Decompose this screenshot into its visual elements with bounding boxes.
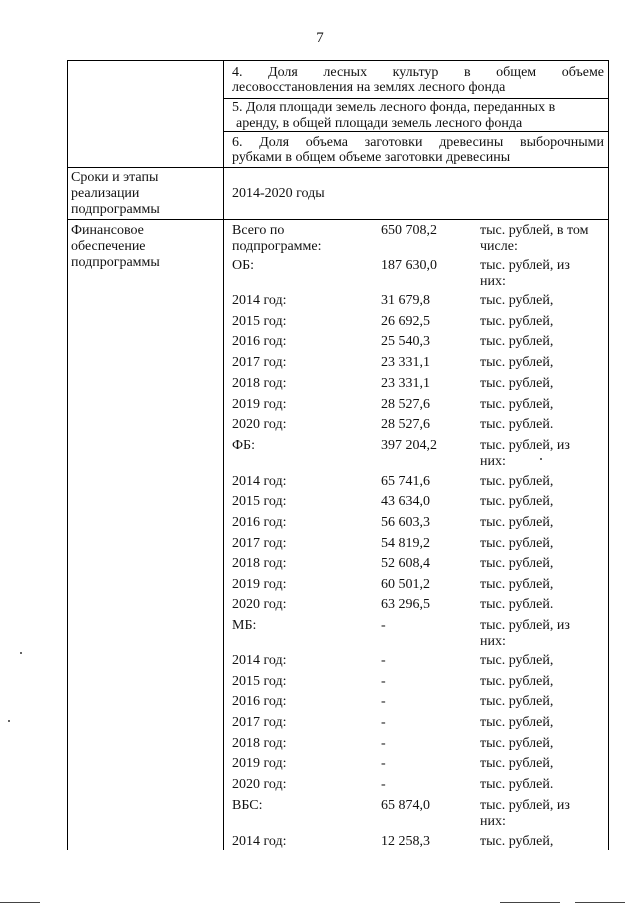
scan-edge-mark — [0, 902, 40, 903]
ob-unit-2020: тыс. рублей. — [480, 417, 554, 432]
indicator-6-line2: рубками в общем объеме заготовки древесины — [232, 150, 511, 165]
row-divider-5-6 — [223, 131, 609, 132]
financing-label-line1: Финансовое — [71, 223, 144, 238]
ob-year-2015: 2015 год: — [232, 314, 287, 329]
ob-year-2019: 2019 год: — [232, 397, 287, 412]
ob-unit-2018: тыс. рублей, — [480, 376, 554, 391]
mb-year-2017: 2017 год: — [232, 715, 287, 730]
total-unit-line2: числе: — [480, 239, 518, 254]
mb-year-2016: 2016 год: — [232, 694, 287, 709]
fb-label: ФБ: — [232, 438, 255, 453]
timing-label-line3: подпрограммы — [71, 202, 160, 217]
fb-value: 397 204,2 — [381, 438, 437, 453]
timing-value: 2014-2020 годы — [232, 186, 325, 201]
ob-label: ОБ: — [232, 258, 255, 273]
mb-value-2020: - — [381, 777, 386, 792]
mb-unit-2015: тыс. рублей, — [480, 674, 554, 689]
fb-value-2020: 63 296,5 — [381, 597, 430, 612]
mb-year-2018: 2018 год: — [232, 736, 287, 751]
row-divider-timing — [67, 167, 609, 168]
mb-unit-2019: тыс. рублей, — [480, 756, 554, 771]
ob-value-2016: 25 540,3 — [381, 334, 430, 349]
table-top-border — [67, 60, 609, 61]
scan-edge-mark — [575, 902, 625, 903]
scan-speck — [540, 458, 542, 460]
vbs-year-2014: 2014 год: — [232, 834, 287, 849]
ob-unit-2019: тыс. рублей, — [480, 397, 554, 412]
mb-year-2014: 2014 год: — [232, 653, 287, 668]
mb-value-2019: - — [381, 756, 386, 771]
mb-value-2015: - — [381, 674, 386, 689]
fb-unit-2014: тыс. рублей, — [480, 474, 554, 489]
mb-value-2018: - — [381, 736, 386, 751]
fb-year-2016: 2016 год: — [232, 515, 287, 530]
fb-unit-line1: тыс. рублей, из — [480, 438, 570, 453]
ob-value-2019: 28 527,6 — [381, 397, 430, 412]
ob-unit-line1: тыс. рублей, из — [480, 258, 570, 273]
mb-unit-2020: тыс. рублей. — [480, 777, 554, 792]
mb-unit-2018: тыс. рублей, — [480, 736, 554, 751]
fb-unit-2017: тыс. рублей, — [480, 536, 554, 551]
mb-unit-2016: тыс. рублей, — [480, 694, 554, 709]
mb-label: МБ: — [232, 618, 257, 633]
ob-year-2018: 2018 год: — [232, 376, 287, 391]
fb-value-2014: 65 741,6 — [381, 474, 430, 489]
indicator-5-line1: 5. Доля площади земель лесного фонда, переданных в — [232, 100, 556, 115]
mb-unit-line1: тыс. рублей, из — [480, 618, 570, 633]
total-value: 650 708,2 — [381, 223, 437, 238]
table-column-divider — [223, 60, 224, 850]
ob-year-2017: 2017 год: — [232, 355, 287, 370]
ob-unit-2015: тыс. рублей, — [480, 314, 554, 329]
ob-unit-2014: тыс. рублей, — [480, 293, 554, 308]
scan-speck — [20, 652, 22, 654]
fb-value-2017: 54 819,2 — [381, 536, 430, 551]
row-divider-financing — [67, 219, 609, 220]
financing-label-line2: обеспечение — [71, 239, 146, 254]
ob-year-2016: 2016 год: — [232, 334, 287, 349]
scan-speck — [8, 720, 10, 722]
fb-unit-2018: тыс. рублей, — [480, 556, 554, 571]
mb-year-2020: 2020 год: — [232, 777, 287, 792]
mb-value: - — [381, 618, 386, 633]
total-unit-line1: тыс. рублей, в том — [480, 223, 589, 238]
timing-label-line1: Сроки и этапы — [71, 170, 159, 185]
vbs-unit-line2: них: — [480, 814, 506, 829]
financing-label-line3: подпрограммы — [71, 255, 160, 270]
indicator-5-line2: аренду, в общей площади земель лесного фонда — [236, 116, 523, 131]
ob-unit-line2: них: — [480, 274, 506, 289]
vbs-label: ВБС: — [232, 798, 263, 813]
ob-value-2014: 31 679,8 — [381, 293, 430, 308]
ob-value-2018: 23 331,1 — [381, 376, 430, 391]
total-label-line2: подпрограмме: — [232, 239, 322, 254]
mb-unit-line2: них: — [480, 634, 506, 649]
ob-value: 187 630,0 — [381, 258, 437, 273]
ob-year-2014: 2014 год: — [232, 293, 287, 308]
vbs-unit-line1: тыс. рублей, из — [480, 798, 570, 813]
row-divider-4-5 — [223, 98, 609, 99]
mb-unit-2017: тыс. рублей, — [480, 715, 554, 730]
fb-value-2019: 60 501,2 — [381, 577, 430, 592]
fb-unit-2016: тыс. рублей, — [480, 515, 554, 530]
fb-unit-2015: тыс. рублей, — [480, 494, 554, 509]
fb-year-2015: 2015 год: — [232, 494, 287, 509]
mb-year-2019: 2019 год: — [232, 756, 287, 771]
ob-unit-2017: тыс. рублей, — [480, 355, 554, 370]
fb-year-2017: 2017 год: — [232, 536, 287, 551]
mb-value-2017: - — [381, 715, 386, 730]
total-label-line1: Всего по — [232, 223, 285, 238]
fb-unit-line2: них: — [480, 454, 506, 469]
vbs-value-2014: 12 258,3 — [381, 834, 430, 849]
fb-value-2015: 43 634,0 — [381, 494, 430, 509]
indicator-4-line1: 4. Доля лесных культур в общем объеме — [232, 65, 605, 80]
ob-year-2020: 2020 год: — [232, 417, 287, 432]
fb-year-2018: 2018 год: — [232, 556, 287, 571]
indicator-4-line2: лесовосстановления на землях лесного фонда — [232, 80, 506, 95]
fb-value-2018: 52 608,4 — [381, 556, 430, 571]
mb-year-2015: 2015 год: — [232, 674, 287, 689]
vbs-value: 65 874,0 — [381, 798, 430, 813]
ob-unit-2016: тыс. рублей, — [480, 334, 554, 349]
scan-edge-mark — [500, 902, 560, 903]
mb-value-2016: - — [381, 694, 386, 709]
fb-year-2019: 2019 год: — [232, 577, 287, 592]
ob-value-2017: 23 331,1 — [381, 355, 430, 370]
ob-value-2020: 28 527,6 — [381, 417, 430, 432]
fb-unit-2019: тыс. рублей, — [480, 577, 554, 592]
page-number: 7 — [316, 30, 324, 46]
fb-unit-2020: тыс. рублей. — [480, 597, 554, 612]
fb-year-2014: 2014 год: — [232, 474, 287, 489]
vbs-unit-2014: тыс. рублей, — [480, 834, 554, 849]
timing-label-line2: реализации — [71, 186, 140, 201]
ob-value-2015: 26 692,5 — [381, 314, 430, 329]
mb-value-2014: - — [381, 653, 386, 668]
mb-unit-2014: тыс. рублей, — [480, 653, 554, 668]
fb-value-2016: 56 603,3 — [381, 515, 430, 530]
indicator-6-line1: 6. Доля объема заготовки древесины выборочными — [232, 135, 605, 150]
fb-year-2020: 2020 год: — [232, 597, 287, 612]
